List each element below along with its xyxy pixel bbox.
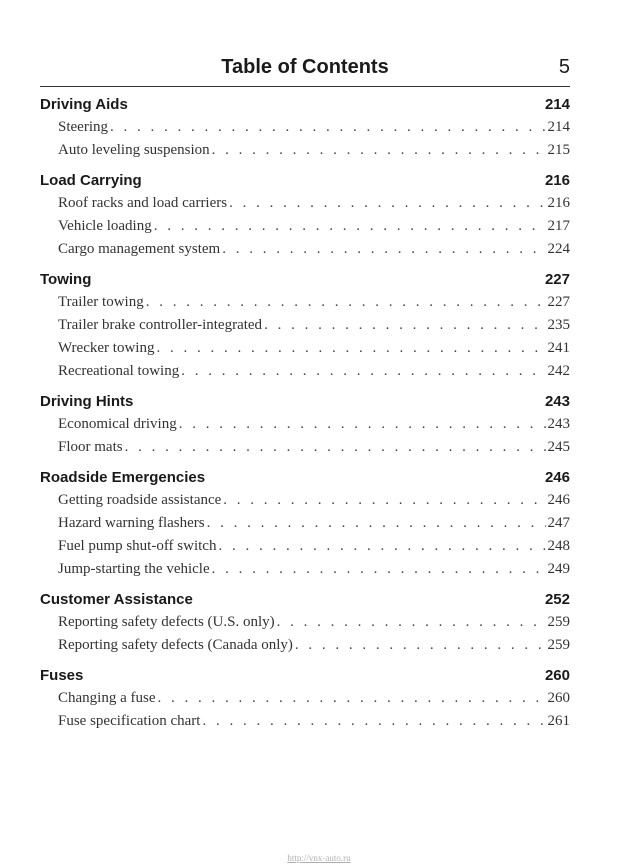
toc-entry[interactable]	[40, 413, 570, 436]
toc-entry[interactable]	[40, 337, 570, 360]
toc-section-fuses	[40, 665, 570, 733]
entry-label: Jump-starting the vehicle	[58, 561, 210, 577]
entry-page: 260	[547, 690, 570, 706]
section-page: 214	[544, 96, 570, 113]
toc-entry[interactable]	[40, 512, 570, 535]
toc-entry[interactable]	[40, 238, 570, 261]
dot-leader	[207, 512, 546, 535]
dot-leader	[295, 634, 546, 657]
entry-label: Vehicle loading	[58, 218, 152, 234]
section-title[interactable]: Roadside Emergencies	[40, 469, 206, 486]
entry-label: Trailer brake controller-integrated	[58, 317, 263, 333]
entry-label: Trailer towing	[58, 294, 144, 310]
dot-leader	[157, 687, 545, 710]
section-title[interactable]: Driving Hints	[40, 393, 134, 410]
page-number: 5	[558, 56, 570, 78]
section-title[interactable]: Load Carrying	[40, 172, 142, 189]
page-title: Table of Contents	[221, 56, 389, 78]
dot-leader	[264, 314, 545, 337]
entry-label: Auto leveling suspension	[58, 142, 210, 158]
entry-page: 216	[547, 195, 570, 211]
toc-entry[interactable]	[40, 116, 570, 139]
dot-leader	[229, 192, 545, 215]
toc-entry[interactable]	[40, 314, 570, 337]
section-page: 246	[544, 469, 570, 486]
table-of-contents	[40, 94, 570, 741]
toc-entry[interactable]	[40, 215, 570, 238]
dot-leader	[212, 139, 546, 162]
section-page: 216	[544, 172, 570, 189]
toc-section-driving-hints	[40, 391, 570, 459]
section-page: 243	[544, 393, 570, 410]
entry-page: 247	[547, 515, 570, 531]
dot-leader	[146, 291, 546, 314]
dot-leader	[154, 215, 546, 238]
entry-label: Cargo management system	[58, 241, 221, 257]
entry-page: 217	[547, 218, 570, 234]
entry-page: 245	[547, 439, 570, 455]
entry-label: Getting roadside assistance	[58, 492, 222, 508]
entry-page: 227	[547, 294, 570, 310]
entry-page: 214	[547, 119, 570, 135]
toc-section-towing	[40, 269, 570, 383]
toc-entry[interactable]	[40, 687, 570, 710]
entry-page: 261	[547, 713, 570, 729]
entry-label: Fuel pump shut-off switch	[58, 538, 217, 554]
page-header	[40, 56, 570, 87]
section-page: 252	[544, 591, 570, 608]
entry-page: 242	[547, 363, 570, 379]
toc-entry[interactable]	[40, 611, 570, 634]
section-title[interactable]: Fuses	[40, 667, 84, 684]
dot-leader	[212, 558, 546, 581]
entry-page: 259	[547, 637, 570, 653]
footer-watermark-link[interactable]: http://vnx-auto.ru	[287, 853, 351, 863]
dot-leader	[223, 489, 545, 512]
section-title[interactable]: Driving Aids	[40, 96, 128, 113]
toc-section-roadside-emergencies	[40, 467, 570, 581]
dot-leader	[181, 360, 545, 383]
toc-section-load-carrying	[40, 170, 570, 261]
entry-page: 241	[547, 340, 570, 356]
entry-label: Wrecker towing	[58, 340, 155, 356]
dot-leader	[179, 413, 546, 436]
dot-leader	[156, 337, 545, 360]
entry-page: 249	[547, 561, 570, 577]
entry-label: Recreational towing	[58, 363, 180, 379]
dot-leader	[202, 710, 545, 733]
toc-entry[interactable]	[40, 535, 570, 558]
toc-entry[interactable]	[40, 360, 570, 383]
section-title[interactable]: Customer Assistance	[40, 591, 193, 608]
toc-entry[interactable]	[40, 192, 570, 215]
toc-section-customer-assistance	[40, 589, 570, 657]
dot-leader	[222, 238, 545, 261]
toc-entry[interactable]	[40, 634, 570, 657]
dot-leader	[218, 535, 545, 558]
entry-page: 248	[547, 538, 570, 554]
section-page: 227	[544, 271, 570, 288]
toc-entry[interactable]	[40, 489, 570, 512]
entry-page: 259	[547, 614, 570, 630]
entry-label: Economical driving	[58, 416, 177, 432]
dot-leader	[125, 436, 546, 459]
entry-page: 215	[547, 142, 570, 158]
dot-leader	[110, 116, 546, 139]
entry-label: Fuse specification chart	[58, 713, 201, 729]
toc-section-driving-aids	[40, 94, 570, 162]
section-title[interactable]: Towing	[40, 271, 92, 288]
entry-page: 235	[547, 317, 570, 333]
toc-entry[interactable]	[40, 710, 570, 733]
toc-entry[interactable]	[40, 291, 570, 314]
entry-label: Roof racks and load carriers	[58, 195, 228, 211]
toc-entry[interactable]	[40, 558, 570, 581]
toc-entry[interactable]	[40, 139, 570, 162]
entry-label: Changing a fuse	[58, 690, 156, 706]
entry-label: Floor mats	[58, 439, 123, 455]
dot-leader	[277, 611, 546, 634]
entry-label: Reporting safety defects (Canada only)	[58, 637, 293, 653]
toc-entry[interactable]	[40, 436, 570, 459]
entry-label: Hazard warning flashers	[58, 515, 205, 531]
entry-page: 243	[547, 416, 570, 432]
entry-page: 224	[547, 241, 570, 257]
entry-label: Steering	[58, 119, 108, 135]
entry-label: Reporting safety defects (U.S. only)	[58, 614, 275, 630]
section-page: 260	[544, 667, 570, 684]
entry-page: 246	[547, 492, 570, 508]
